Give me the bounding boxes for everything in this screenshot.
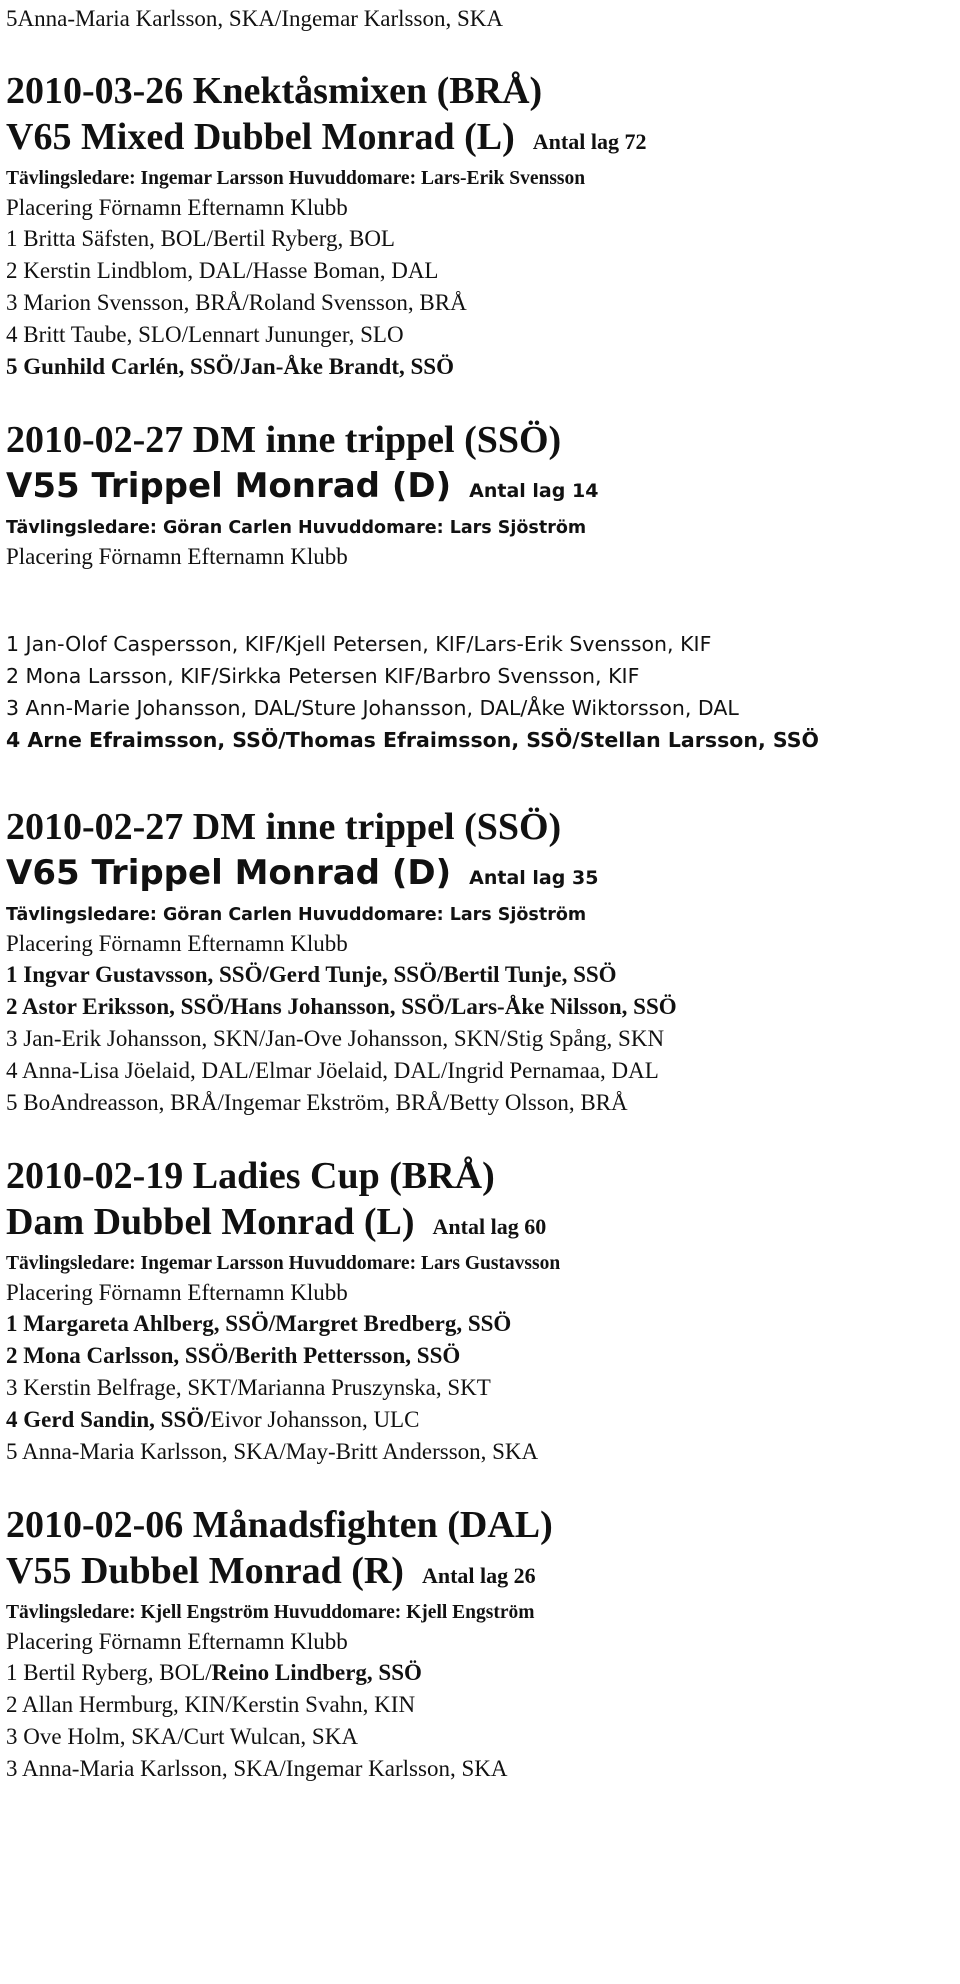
column-header: Placering Förnamn Efternamn Klubb [6, 544, 348, 569]
column-header: Placering Förnamn Efternamn Klubb [6, 1629, 348, 1654]
class-name: V65 Trippel Monrad (D) [6, 853, 452, 893]
result-row: 3 Kerstin Belfrage, SKT/Marianna Pruszynska, SKT [6, 1375, 491, 1400]
team-count: Antal lag 35 [469, 867, 599, 889]
result-row-bold-part: 4 Gerd Sandin, SSÖ/ [6, 1407, 211, 1432]
event-title: 2010-02-27 DM inne trippel (SSÖ) [6, 806, 562, 848]
result-row: 3 Ann-Marie Johansson, DAL/Sture Johansson, DAL/Åke Wiktorsson, DAL [6, 696, 739, 720]
continued-result-line: 5Anna-Maria Karlsson, SKA/Ingemar Karlsson, SKA [6, 6, 503, 31]
result-row [6, 1404, 956, 1436]
column-header: Placering Förnamn Efternamn Klubb [6, 931, 348, 956]
event-knektasmixen [6, 68, 956, 383]
result-row: 2 Allan Hermburg, KIN/Kerstin Svahn, KIN [6, 1692, 416, 1717]
result-row: 5 Anna-Maria Karlsson, SKA/May-Britt Andersson, SKA [6, 1439, 539, 1464]
result-row: 3 Marion Svensson, BRÅ/Roland Svensson, BRÅ [6, 290, 467, 315]
result-row [6, 1657, 956, 1689]
officials-line: Tävlingsledare: Kjell Engström Huvuddomare: Kjell Engström [6, 1602, 535, 1623]
result-row: 3 Jan-Erik Johansson, SKN/Jan-Ove Johansson, SKN/Stig Spång, SKN [6, 1026, 665, 1051]
class-name: V55 Dubbel Monrad (R) [6, 1550, 404, 1592]
event-title: 2010-02-06 Månadsfighten (DAL) [6, 1504, 553, 1546]
result-row: 2 Mona Carlsson, SSÖ/Berith Pettersson, SSÖ [6, 1343, 461, 1368]
event-manadsfighten [6, 1502, 956, 1785]
result-row: 4 Arne Efraimsson, SSÖ/Thomas Efraimsson, SSÖ/Stellan Larsson, SSÖ [6, 728, 819, 752]
result-row-normal-part: Eivor Johansson, ULC [210, 1407, 420, 1432]
class-name: V55 Trippel Monrad (D) [6, 466, 452, 506]
result-row: 4 Anna-Lisa Jöelaid, DAL/Elmar Jöelaid, DAL/Ingrid Pernamaa, DAL [6, 1058, 659, 1083]
class-title [6, 114, 956, 165]
column-header: Placering Förnamn Efternamn Klubb [6, 195, 348, 220]
result-row-bold-part: Reino Lindberg, SSÖ [211, 1660, 422, 1685]
event-title: 2010-02-27 DM inne trippel (SSÖ) [6, 419, 562, 461]
result-row: 1 Margareta Ahlberg, SSÖ/Margret Bredberg, SSÖ [6, 1311, 512, 1336]
team-count: Antal lag 72 [532, 129, 647, 154]
class-name: Dam Dubbel Monrad (L) [6, 1201, 415, 1243]
event-dm-inne-trippel-v55 [6, 417, 956, 756]
column-header: Placering Förnamn Efternamn Klubb [6, 1280, 348, 1305]
class-name: V65 Mixed Dubbel Monrad (L) [6, 116, 515, 158]
event-ladies-cup [6, 1153, 956, 1468]
result-row: 2 Kerstin Lindblom, DAL/Hasse Boman, DAL [6, 258, 439, 283]
class-title [6, 1199, 956, 1250]
class-title [6, 850, 956, 901]
result-row: 5 BoAndreasson, BRÅ/Ingemar Ekström, BRÅ/Betty Olsson, BRÅ [6, 1090, 628, 1115]
result-row: 3 Anna-Maria Karlsson, SKA/Ingemar Karlsson, SKA [6, 1756, 508, 1781]
event-title: 2010-02-19 Ladies Cup (BRÅ) [6, 1155, 495, 1197]
officials-line: Tävlingsledare: Ingemar Larsson Huvuddomare: Lars Gustavsson [6, 1253, 561, 1274]
officials-line: Tävlingsledare: Göran Carlen Huvuddomare: Lars Sjöström [6, 905, 587, 925]
event-dm-inne-trippel-v65 [6, 804, 956, 1119]
team-count: Antal lag 26 [421, 1563, 536, 1588]
result-row: 1 Britta Säfsten, BOL/Bertil Ryberg, BOL [6, 226, 395, 251]
team-count: Antal lag 60 [432, 1214, 547, 1239]
team-count: Antal lag 14 [469, 480, 599, 502]
results-document [6, 0, 956, 1785]
result-row: 2 Mona Larsson, KIF/Sirkka Petersen KIF/Barbro Svensson, KIF [6, 664, 640, 688]
class-title [6, 1548, 956, 1599]
result-row: 5 Gunhild Carlén, SSÖ/Jan-Åke Brandt, SSÖ [6, 354, 454, 379]
result-row: 1 Jan-Olof Caspersson, KIF/Kjell Petersen, KIF/Lars-Erik Svensson, KIF [6, 632, 712, 656]
result-row: 2 Astor Eriksson, SSÖ/Hans Johansson, SSÖ/Lars-Åke Nilsson, SSÖ [6, 994, 677, 1019]
result-row-normal-part: 1 Bertil Ryberg, BOL/ [6, 1660, 212, 1685]
result-row: 1 Ingvar Gustavsson, SSÖ/Gerd Tunje, SSÖ/Bertil Tunje, SSÖ [6, 962, 617, 987]
result-row: 3 Ove Holm, SKA/Curt Wulcan, SKA [6, 1724, 358, 1749]
blank-space [6, 572, 956, 628]
officials-line: Tävlingsledare: Ingemar Larsson Huvuddomare: Lars-Erik Svensson [6, 168, 586, 189]
class-title [6, 463, 956, 514]
officials-line: Tävlingsledare: Göran Carlen Huvuddomare: Lars Sjöström [6, 518, 587, 538]
event-title: 2010-03-26 Knektåsmixen (BRÅ) [6, 70, 543, 112]
result-row: 4 Britt Taube, SLO/Lennart Jununger, SLO [6, 322, 404, 347]
